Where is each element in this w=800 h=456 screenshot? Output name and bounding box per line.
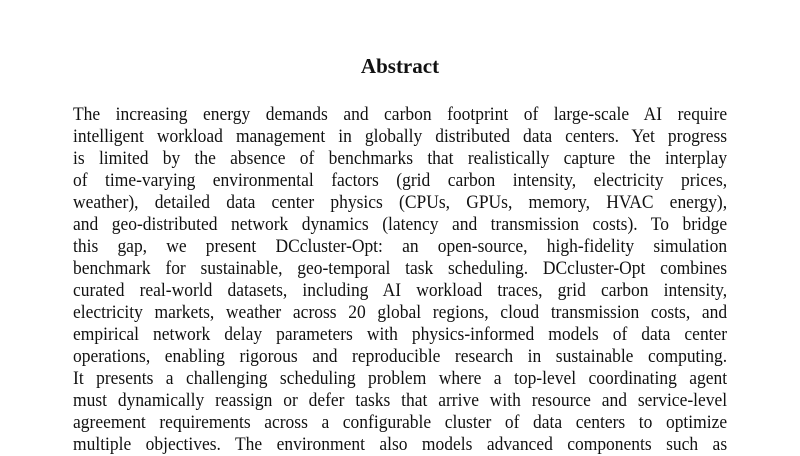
abstract-line: and geo-distributed network dynamics (latency and transmission costs). To bridge — [73, 214, 728, 235]
abstract-line: of time-varying environmental factors (grid carbon intensity, electricity prices, — [73, 170, 728, 191]
abstract-line: must dynamically reassign or defer tasks that arrive with resource and service-level — [73, 390, 728, 411]
abstract-line: is limited by the absence of benchmarks that realistically capture the interplay — [73, 148, 728, 169]
abstract-heading: Abstract — [360, 54, 440, 78]
abstract-line: weather), detailed data center physics (CPUs, GPUs, memory, HVAC energy), — [73, 192, 728, 213]
abstract-line: The increasing energy demands and carbon footprint of large-scale AI require — [73, 104, 728, 125]
abstract-body — [73, 104, 727, 456]
abstract-line: electricity markets, weather across 20 global regions, cloud transmission costs, and — [73, 302, 728, 323]
abstract-line: operations, enabling rigorous and reproducible research in sustainable computing. — [73, 346, 728, 367]
abstract-line: empirical network delay parameters with physics-informed models of data center — [73, 324, 728, 345]
abstract-line: curated real-world datasets, including AI workload traces, grid carbon intensity, — [73, 280, 728, 301]
abstract-line: intelligent workload management in globally distributed data centers. Yet progress — [73, 126, 728, 147]
abstract-line: benchmark for sustainable, geo-temporal task scheduling. DCcluster-Opt combines — [73, 258, 728, 279]
abstract-line: this gap, we present DCcluster-Opt: an open-source, high-fidelity simulation — [73, 236, 728, 257]
abstract-line: agreement requirements across a configurable cluster of data centers to optimize — [73, 412, 728, 433]
abstract-line: It presents a challenging scheduling problem where a top-level coordinating agent — [73, 368, 728, 389]
abstract-line: multiple objectives. The environment also models advanced components such as — [73, 434, 728, 455]
